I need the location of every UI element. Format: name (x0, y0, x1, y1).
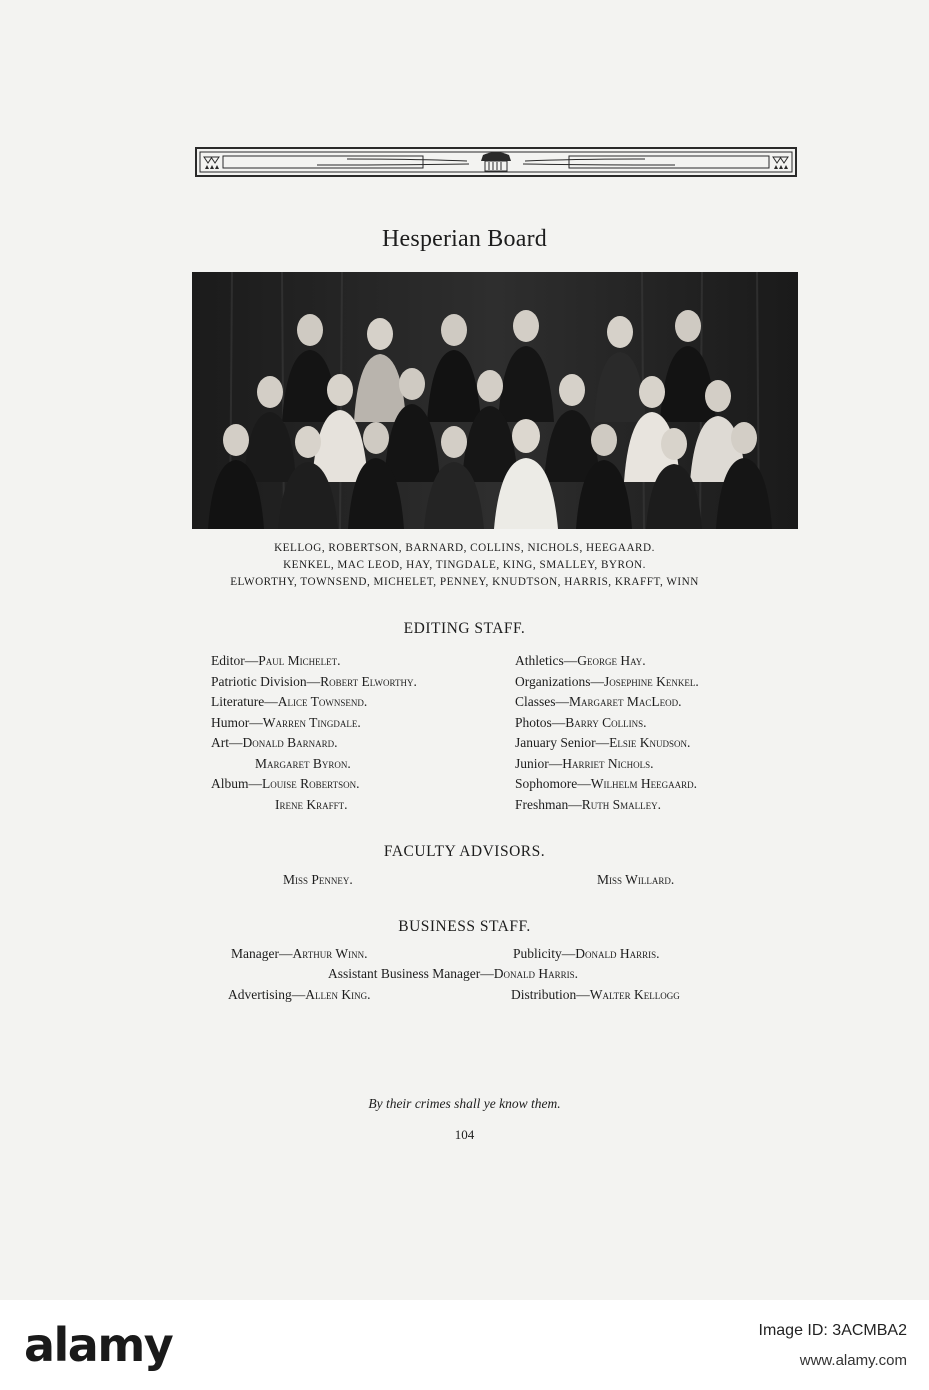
business-entry-assistant: Assistant Business Manager—Donald Harris. (328, 966, 579, 981)
staff-entry: Literature—Alice Townsend. (211, 694, 368, 709)
staff-entry: Photos—Barry Collins. (515, 714, 647, 730)
staff-entry: Patriotic Division—Robert Elworthy. (211, 673, 417, 689)
staff-entry: Irene Krafft. (275, 796, 348, 812)
faculty-advisor-left: Miss Penney. (283, 872, 353, 887)
staff-entry: Junior—Harriet Nichols. (515, 755, 654, 771)
business-entry-distribution: Distribution—Walter Kellogg (511, 987, 680, 1002)
image-id-label: Image ID: 3ACMBA2 (758, 1322, 907, 1339)
staff-entry: Athletics—George Hay. (515, 653, 646, 668)
page-title: Hesperian Board (382, 226, 547, 252)
staff-entry: Sophomore—Wilhelm Heegaard. (515, 776, 697, 791)
staff-entry: Margaret Byron. (255, 755, 351, 771)
caption-line: ELWORTHY, TOWNSEND, MICHELET, PENNEY, KNUDTSON, HARRIS, KRAFFT, WINN (230, 576, 699, 588)
faculty-advisors-heading: FACULTY ADVISORS. (383, 843, 546, 860)
faculty-advisor-right: Miss Willard. (597, 872, 675, 887)
staff-entry: Freshman—Ruth Smalley. (515, 796, 662, 812)
editing-staff-right-column (515, 651, 699, 815)
business-entry-advertising: Advertising—Allen King. (228, 987, 371, 1002)
staff-entry: January Senior—Elsie Knudson. (515, 735, 691, 750)
staff-entry: Editor—Paul Michelet. (211, 653, 341, 668)
staff-entry: Art—Donald Barnard. (211, 735, 338, 750)
source-url-label: www.alamy.com (799, 1352, 907, 1369)
business-staff-heading: BUSINESS STAFF. (398, 918, 531, 935)
motto: By their crimes shall ye know them. (368, 1096, 561, 1111)
alamy-logo: alamy (24, 1318, 173, 1372)
photo-caption (0, 540, 929, 591)
editing-staff-heading: EDITING STAFF. (403, 620, 526, 637)
editing-staff-left-column (211, 651, 417, 815)
staff-entry: Organizations—Josephine Kenkel. (515, 673, 699, 689)
staff-entry: Album—Louise Robertson. (211, 776, 360, 791)
page-number: 104 (454, 1127, 475, 1142)
business-entry-manager: Manager—Arthur Winn. (231, 946, 368, 961)
staff-entry: Humor—Warren Tingdale. (211, 714, 361, 730)
group-photograph (192, 272, 798, 529)
staff-entry: Classes—Margaret MacLeod. (515, 694, 682, 709)
decorative-header-border (195, 147, 797, 177)
caption-line: KELLOG, ROBERTSON, BARNARD, COLLINS, NICHOLS, HEEGAARD. (274, 542, 655, 554)
caption-line: KENKEL, MAC LEOD, HAY, TINGDALE, KING, SMALLEY, BYRON. (283, 559, 646, 571)
business-entry-publicity: Publicity—Donald Harris. (513, 946, 660, 961)
